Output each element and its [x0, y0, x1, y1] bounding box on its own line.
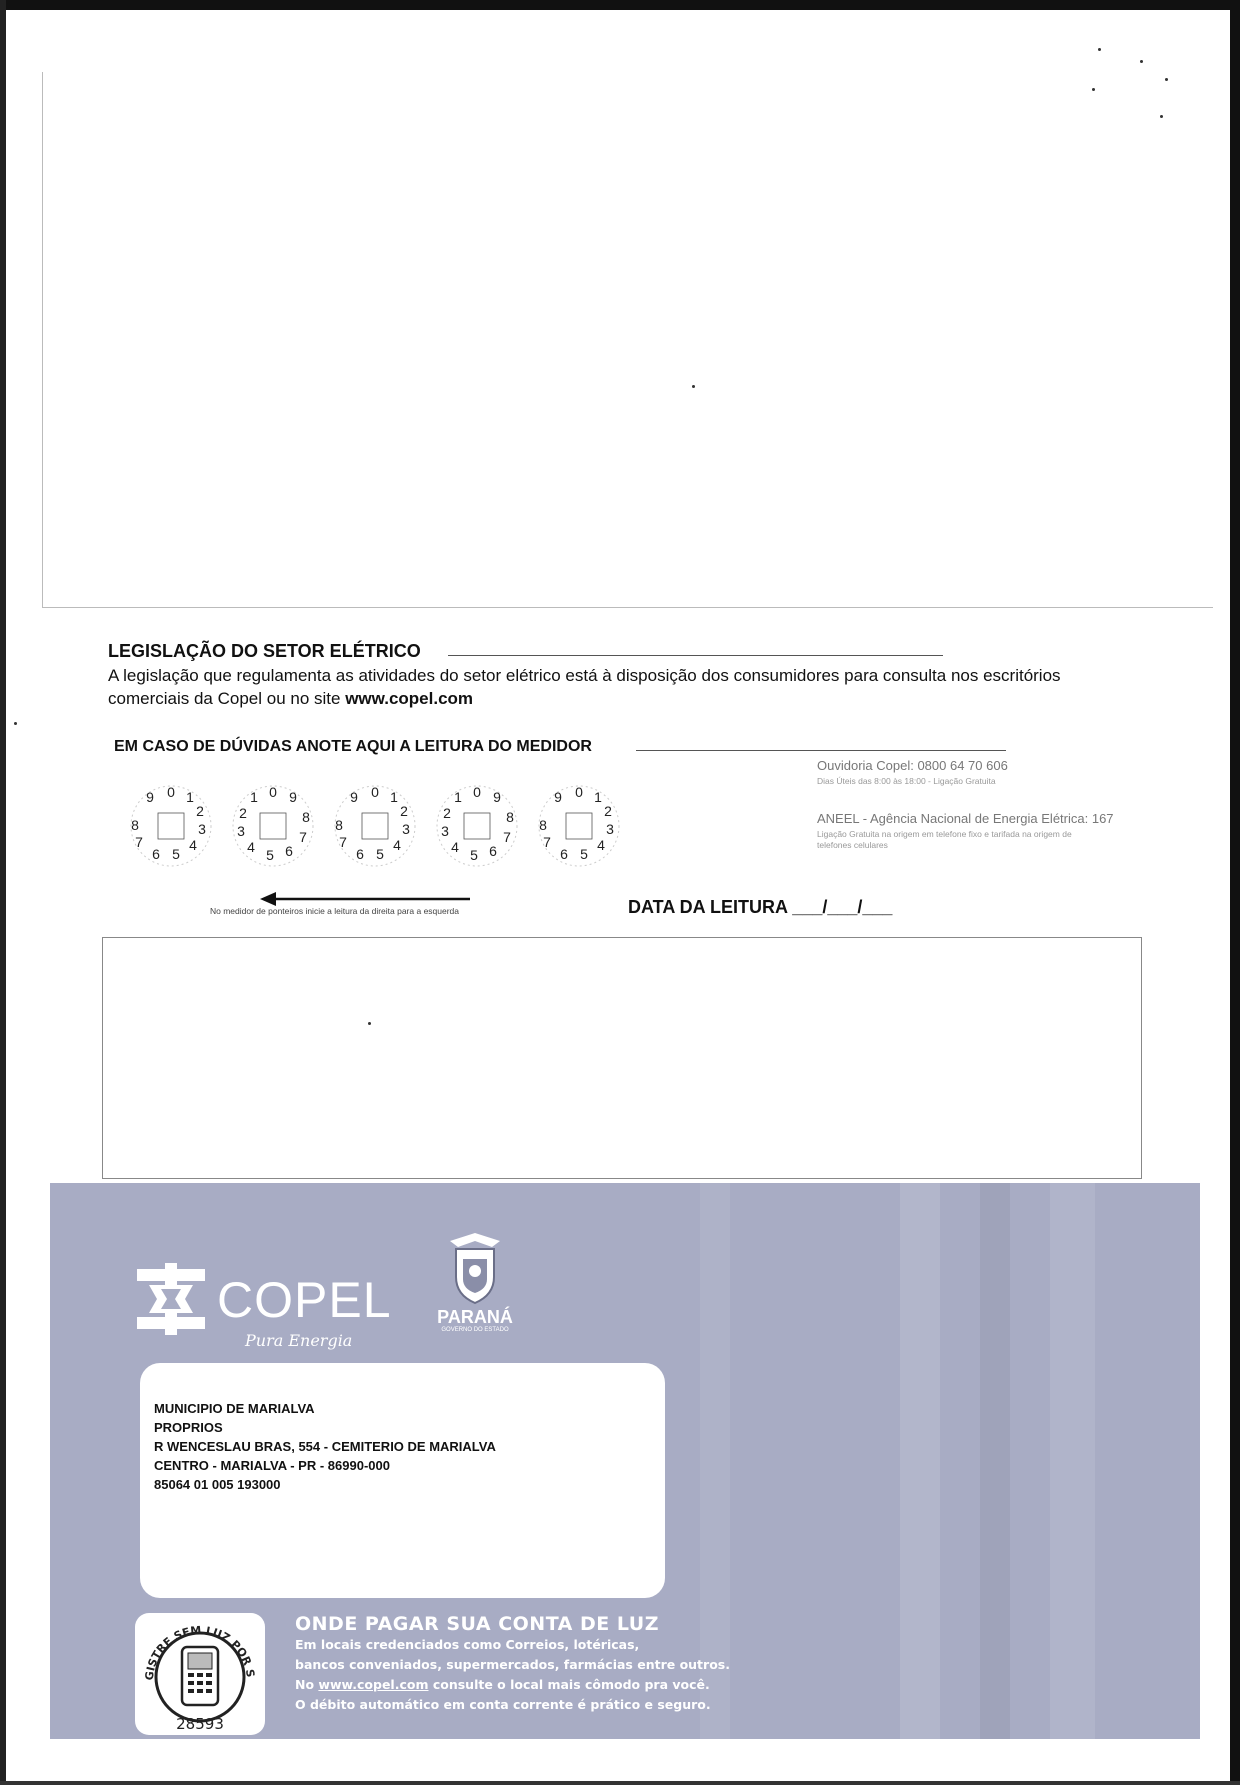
svg-text:4: 4 [189, 837, 197, 853]
svg-text:9: 9 [146, 789, 154, 805]
svg-text:6: 6 [356, 846, 364, 862]
address-line: PROPRIOS [154, 1420, 223, 1435]
reading-instruction: No medidor de ponteiros inicie a leitura da direita para a esquerda [210, 906, 460, 916]
copel-site-link[interactable]: www.copel.com [345, 689, 474, 708]
svg-text:0: 0 [167, 784, 175, 800]
duvidas-title: EM CASO DE DÚVIDAS ANOTE AQUI A LEITURA DO MEDIDOR [114, 738, 592, 755]
scan-speck [1165, 78, 1168, 81]
svg-text:4: 4 [451, 839, 459, 855]
scan-edge-left [0, 0, 6, 1785]
aneel-note: telefones celulares [817, 840, 888, 850]
svg-text:7: 7 [339, 834, 347, 850]
meter-dial [431, 780, 523, 872]
svg-text:5: 5 [266, 847, 274, 863]
svg-text:0: 0 [473, 784, 481, 800]
svg-text:1: 1 [594, 789, 602, 805]
brand-name: COPEL [217, 1272, 392, 1328]
svg-text:6: 6 [152, 846, 160, 862]
svg-text:9: 9 [554, 789, 562, 805]
meter-dials [125, 780, 635, 870]
parana-crest-icon [430, 1233, 520, 1305]
svg-text:1: 1 [454, 789, 462, 805]
title-rule [448, 655, 943, 656]
address-line: 85064 01 005 193000 [154, 1477, 281, 1492]
payment-line: bancos conveniados, supermercados, farmácias entre outros. [295, 1657, 730, 1672]
sms-phone-icon [135, 1613, 265, 1735]
ouvidoria-phone: Ouvidoria Copel: 0800 64 70 606 [817, 758, 1008, 773]
meter-dial [125, 780, 217, 872]
svg-text:5: 5 [580, 846, 588, 862]
sms-text: GISTRE SEM LUZ POR S [142, 1623, 257, 1681]
ouvidoria-note: Dias Úteis das 8:00 às 18:00 - Ligação Gratuita [817, 776, 996, 786]
dial-face [125, 780, 217, 872]
address-window [140, 1363, 665, 1598]
meter-dial [329, 780, 421, 872]
scan-speck [14, 722, 17, 725]
dial-face [431, 780, 523, 872]
svg-text:2: 2 [443, 805, 451, 821]
payment-info [295, 1613, 730, 1715]
notes-area [102, 937, 1142, 1179]
message-area [42, 72, 1213, 608]
meter-dial [533, 780, 625, 872]
address-line: CENTRO - MARIALVA - PR - 86990-000 [154, 1458, 390, 1473]
legislacao-text [108, 664, 1118, 710]
svg-text:3: 3 [441, 823, 449, 839]
svg-text:5: 5 [172, 846, 180, 862]
scan-speck [1092, 88, 1095, 91]
svg-text:4: 4 [393, 837, 401, 853]
svg-text:3: 3 [606, 821, 614, 837]
svg-text:5: 5 [470, 847, 478, 863]
scan-edge-right [1230, 0, 1240, 1785]
scan-stripe [1050, 1183, 1095, 1739]
scan-speck [1098, 48, 1101, 51]
copel-logo [135, 1253, 392, 1353]
address-line: MUNICIPIO DE MARIALVA [154, 1401, 315, 1416]
payment-line: Em locais credenciados como Correios, lotéricas, [295, 1637, 640, 1652]
parana-logo [430, 1233, 520, 1343]
address-line: R WENCESLAU BRAS, 554 - CEMITERIO DE MARIALVA [154, 1439, 496, 1454]
svg-text:9: 9 [289, 789, 297, 805]
svg-text:7: 7 [299, 829, 307, 845]
scan-edge-top [0, 0, 1240, 10]
state-subtitle: GOVERNO DO ESTADO [441, 1327, 509, 1333]
svg-text:8: 8 [506, 809, 514, 825]
svg-text:6: 6 [560, 846, 568, 862]
svg-text:7: 7 [503, 829, 511, 845]
scan-stripe [980, 1183, 1010, 1739]
svg-text:1: 1 [390, 789, 398, 805]
svg-text:6: 6 [285, 843, 293, 859]
svg-text:3: 3 [237, 823, 245, 839]
state-name: PARANÁ [437, 1307, 513, 1327]
svg-text:5: 5 [376, 846, 384, 862]
svg-text:4: 4 [597, 837, 605, 853]
svg-text:0: 0 [575, 784, 583, 800]
payment-line-prefix: No [295, 1677, 319, 1692]
legislacao-title: LEGISLAÇÃO DO SETOR ELÉTRICO [108, 641, 421, 661]
aneel-phone: ANEEL - Agência Nacional de Energia Elétrica: 167 [817, 811, 1114, 826]
svg-text:1: 1 [250, 789, 258, 805]
svg-text:4: 4 [247, 839, 255, 855]
recipient-address [154, 1399, 496, 1494]
arrow-left-icon [260, 892, 470, 906]
svg-text:8: 8 [302, 809, 310, 825]
svg-text:0: 0 [269, 784, 277, 800]
sms-number: 28593 [176, 1715, 224, 1733]
scan-speck [1140, 60, 1143, 63]
scan-stripe [900, 1183, 940, 1739]
scan-edge-bottom [0, 1781, 1240, 1785]
svg-text:8: 8 [335, 817, 343, 833]
legislacao-body: A legislação que regulamenta as atividades do setor elétrico está à disposição dos consumidores para consulta nos escritórios comerciais da Copel ou no site [108, 666, 1061, 708]
dial-face [533, 780, 625, 872]
dial-face [329, 780, 421, 872]
brand-slogan: Pura Energia [245, 1331, 353, 1350]
copel-site-link[interactable]: www.copel.com [318, 1677, 429, 1692]
svg-text:7: 7 [543, 834, 551, 850]
svg-text:8: 8 [131, 817, 139, 833]
svg-text:6: 6 [489, 843, 497, 859]
svg-text:3: 3 [198, 821, 206, 837]
svg-text:2: 2 [239, 805, 247, 821]
payment-line: O débito automático em conta corrente é prático e seguro. [295, 1697, 711, 1712]
svg-text:2: 2 [604, 803, 612, 819]
title-rule [636, 750, 1006, 751]
reading-date-field[interactable]: DATA DA LEITURA ___/___/___ [628, 897, 893, 917]
sms-badge [135, 1613, 265, 1735]
svg-text:9: 9 [350, 789, 358, 805]
svg-text:2: 2 [196, 803, 204, 819]
svg-text:2: 2 [400, 803, 408, 819]
scan-speck [1160, 115, 1163, 118]
svg-text:8: 8 [539, 817, 547, 833]
svg-text:1: 1 [186, 789, 194, 805]
dial-face [227, 780, 319, 872]
payment-title: ONDE PAGAR SUA CONTA DE LUZ [295, 1613, 659, 1635]
svg-text:0: 0 [371, 784, 379, 800]
svg-text:3: 3 [402, 821, 410, 837]
copel-logo-icon [135, 1263, 207, 1335]
payment-line-suffix: consulte o local mais cômodo pra você. [428, 1677, 710, 1692]
svg-text:7: 7 [135, 834, 143, 850]
scan-speck [692, 385, 695, 388]
meter-dial [227, 780, 319, 872]
aneel-note: Ligação Gratuita na origem em telefone fixo e tarifada na origem de [817, 829, 1072, 839]
payment-line [295, 1675, 730, 1695]
svg-text:9: 9 [493, 789, 501, 805]
envelope-panel [50, 1183, 1200, 1739]
